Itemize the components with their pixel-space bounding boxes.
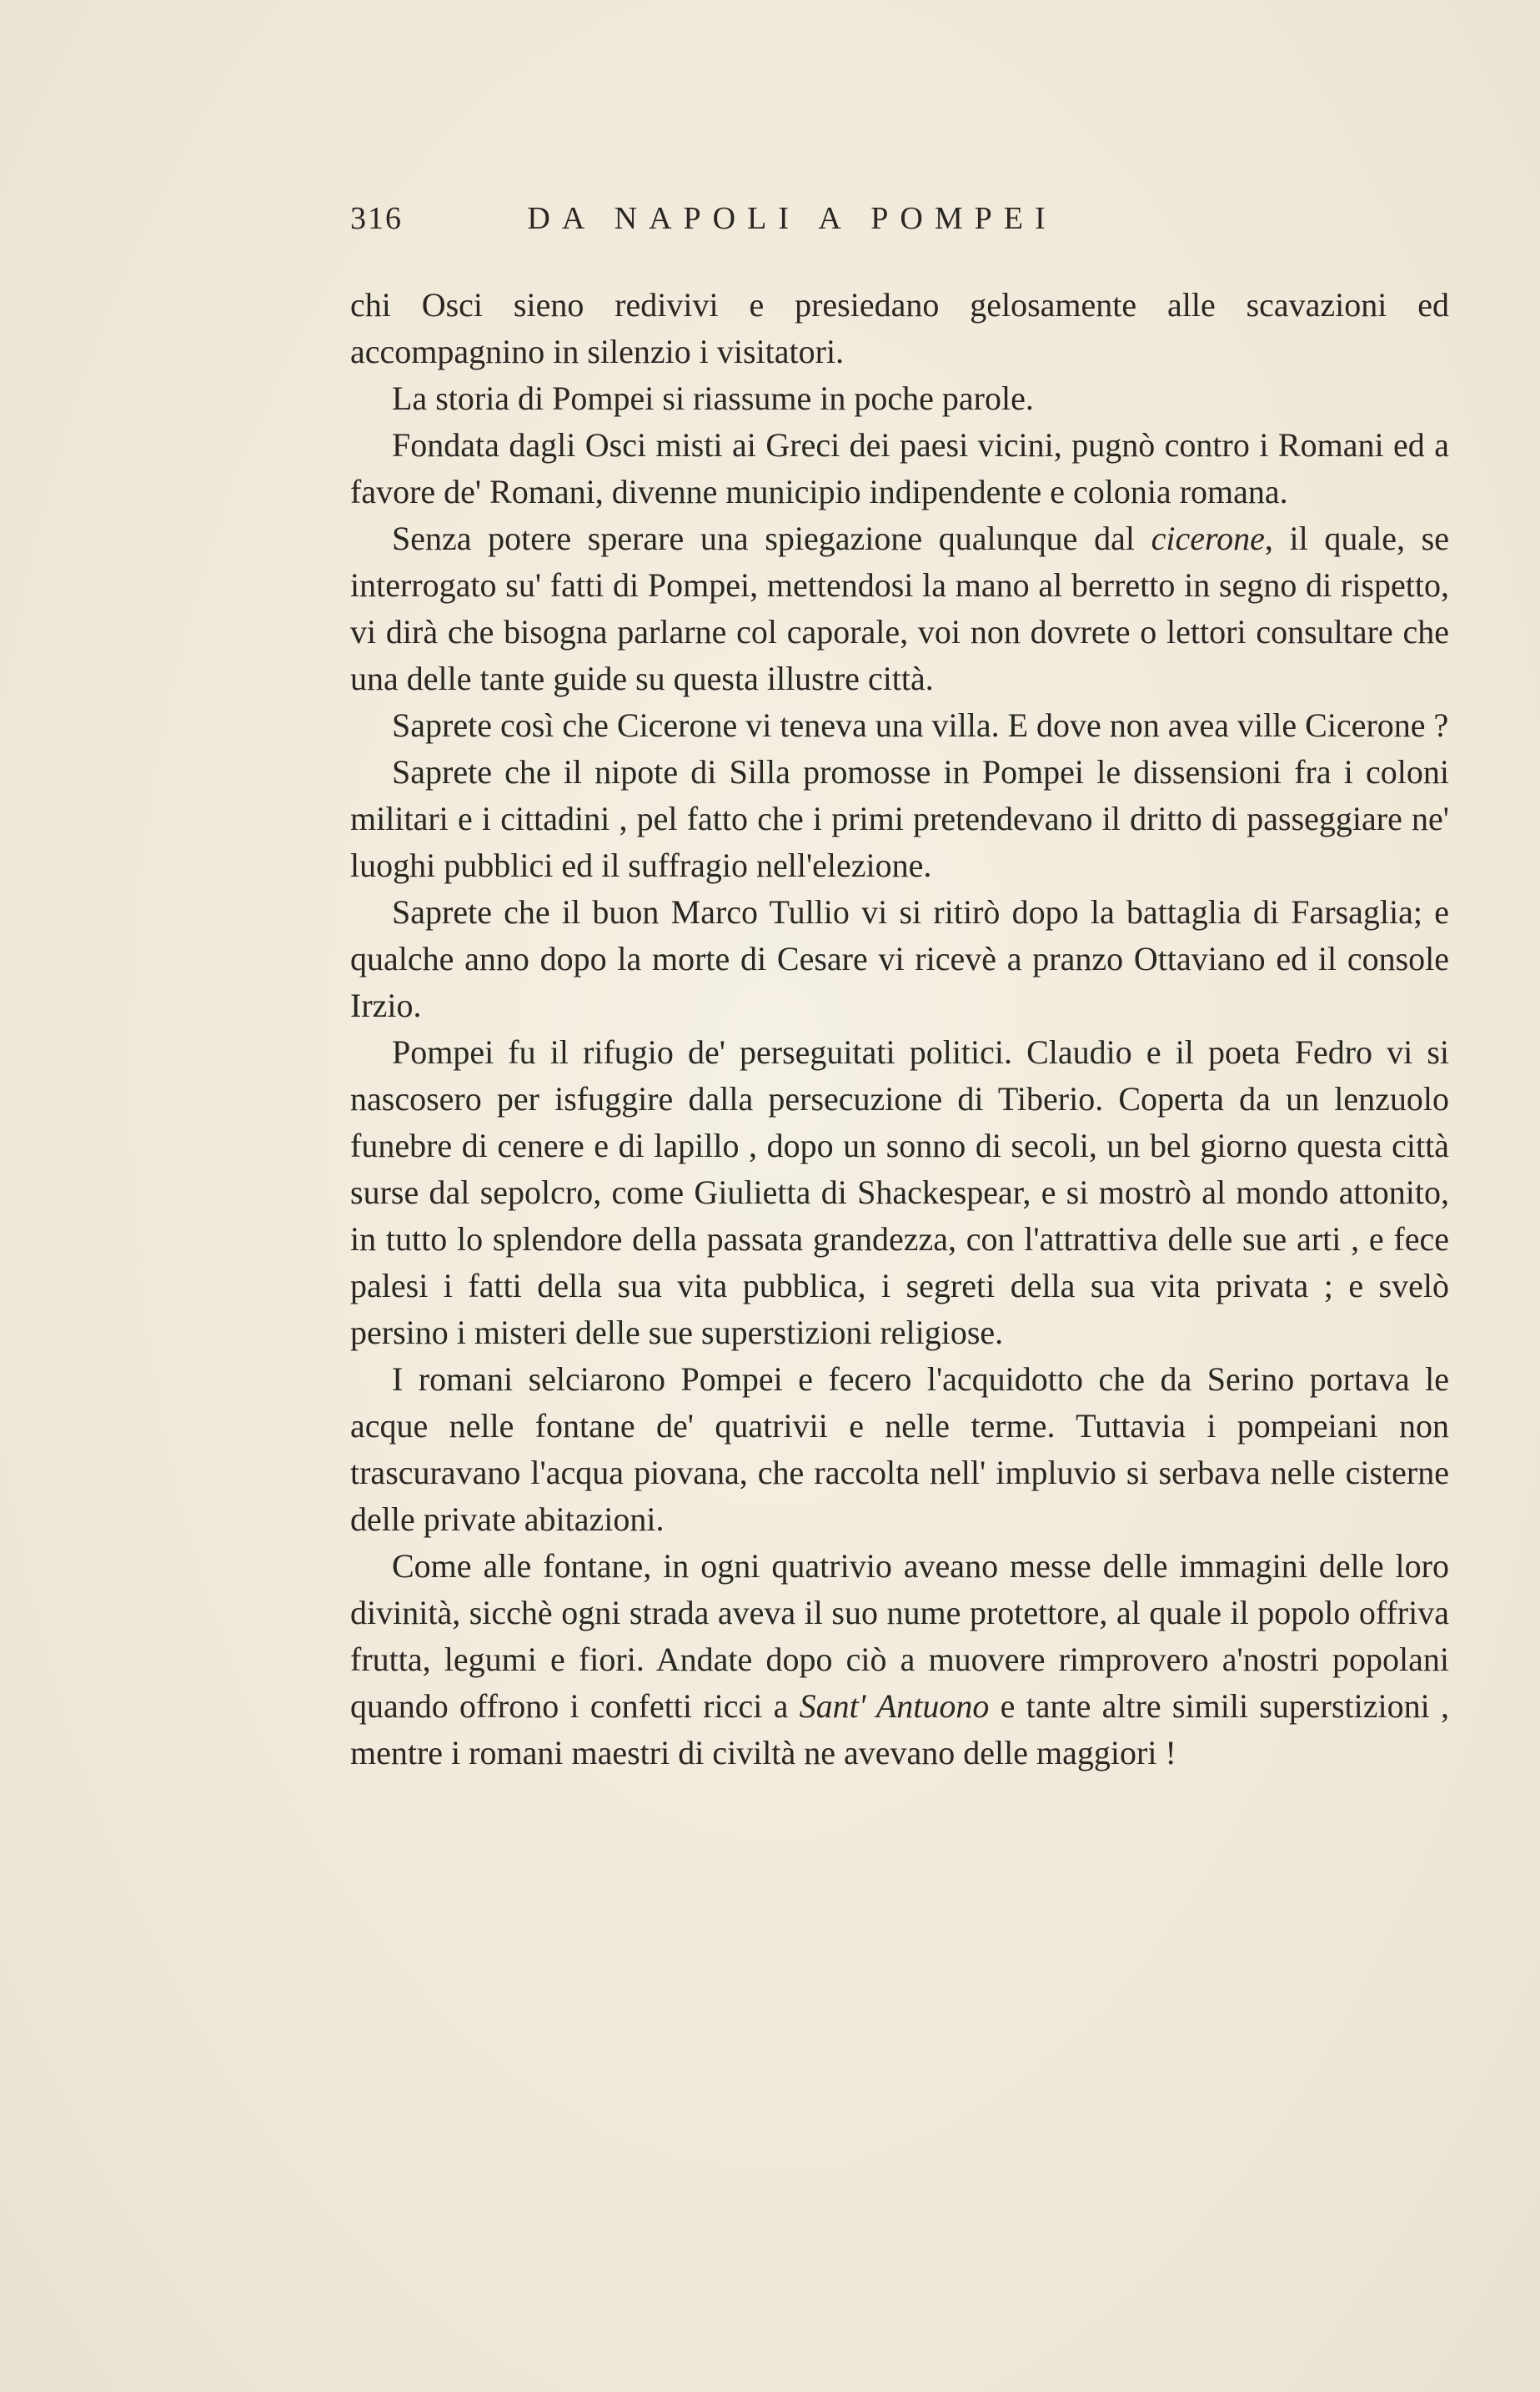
italic-term-sant-antuono: Sant' Antuono — [799, 1687, 990, 1725]
paragraph-text: e tante altre simili superstizioni , mentre i romani maestri di civiltà ne avevano delle maggiori ! — [350, 1687, 1449, 1771]
paragraph-continued: chi Osci sieno redivivi e presiedano gelosamente alle scavazioni ed accompagnino in silenzio i visitatori. — [350, 286, 1449, 370]
paragraph: Pompei fu il rifugio de' perseguitati politici. Claudio e il poeta Fedro vi si nascosero per isfuggire dalla persecuzione di Tiberio. Coperta da un lenzuolo funebre di cenere e di lapillo , dopo un sonno di secoli, un bel giorno questa città surse dal sepolcro, come Giulietta di Shackespear, e si mostrò al mondo attonito, in tutto lo splendore della passata grandezza, con l'attrattiva delle sue arti , e fece palesi i fatti della sua vita pubblica, i segreti della sua vita privata ; e svelò persino i misteri delle sue superstizioni religiose. — [350, 1033, 1449, 1351]
italic-term-cicerone: cicerone — [1151, 520, 1265, 557]
paragraph: Fondata dagli Osci misti ai Greci dei paesi vicini, pugnò contro i Romani ed a favore de' Romani, divenne municipio indipendente e colonia romana. — [350, 426, 1449, 510]
header-title: DA NAPOLI A POMPEI — [527, 201, 1057, 236]
text-body — [350, 282, 1449, 1776]
paragraph: Saprete che il buon Marco Tullio vi si ritirò dopo la battaglia di Farsaglia; e qualche anno dopo la morte di Cesare vi ricevè a pranzo Ottaviano ed il console Irzio. — [350, 893, 1449, 1024]
paragraph: Saprete così che Cicerone vi teneva una villa. E dove non avea ville Cicerone ? — [392, 706, 1449, 744]
paragraph: Saprete che il nipote di Silla promosse in Pompei le dissensioni fra i coloni militari e i cittadini , pel fatto che i primi pretendevano il dritto di passeggiare ne' luoghi pubblici ed il suffragio nell'elezione. — [350, 753, 1449, 884]
paragraph-text: , il quale, se interrogato su' fatti di Pompei, mettendosi la mano al berretto in segno di rispetto, vi dirà che bisogna parlarne col caporale, voi non dovrete o lettori consultare che una delle tante guide su questa illustre città. — [350, 520, 1450, 697]
paragraph-text: Senza potere sperare una spiegazione qualunque dal — [392, 520, 1151, 557]
paragraph — [350, 515, 1449, 702]
paragraph: I romani selciarono Pompei e fecero l'acquidotto che da Serino portava le acque nelle fontane de' quatrivii e nelle terme. Tuttavia i pompeiani non trascuravano l'acqua piovana, che raccolta nell' impluvio si serbava nelle cisterne delle private abitazioni. — [350, 1360, 1449, 1538]
page-number: 316 — [350, 201, 403, 236]
paragraph-text: Come alle fontane, in ogni quatrivio aveano messe delle immagini delle loro divinità, sicchè ogni strada aveva il suo nume protettore, al quale il popolo offriva frutta, legumi e fiori. Andate dopo ciò a muovere rimprovero a'nostri popolani quando offrono i confetti ricci a — [350, 1547, 1449, 1725]
paragraph — [350, 1543, 1449, 1776]
paragraph: La storia di Pompei si riassume in poche parole. — [392, 379, 1034, 417]
running-head — [350, 200, 1184, 250]
